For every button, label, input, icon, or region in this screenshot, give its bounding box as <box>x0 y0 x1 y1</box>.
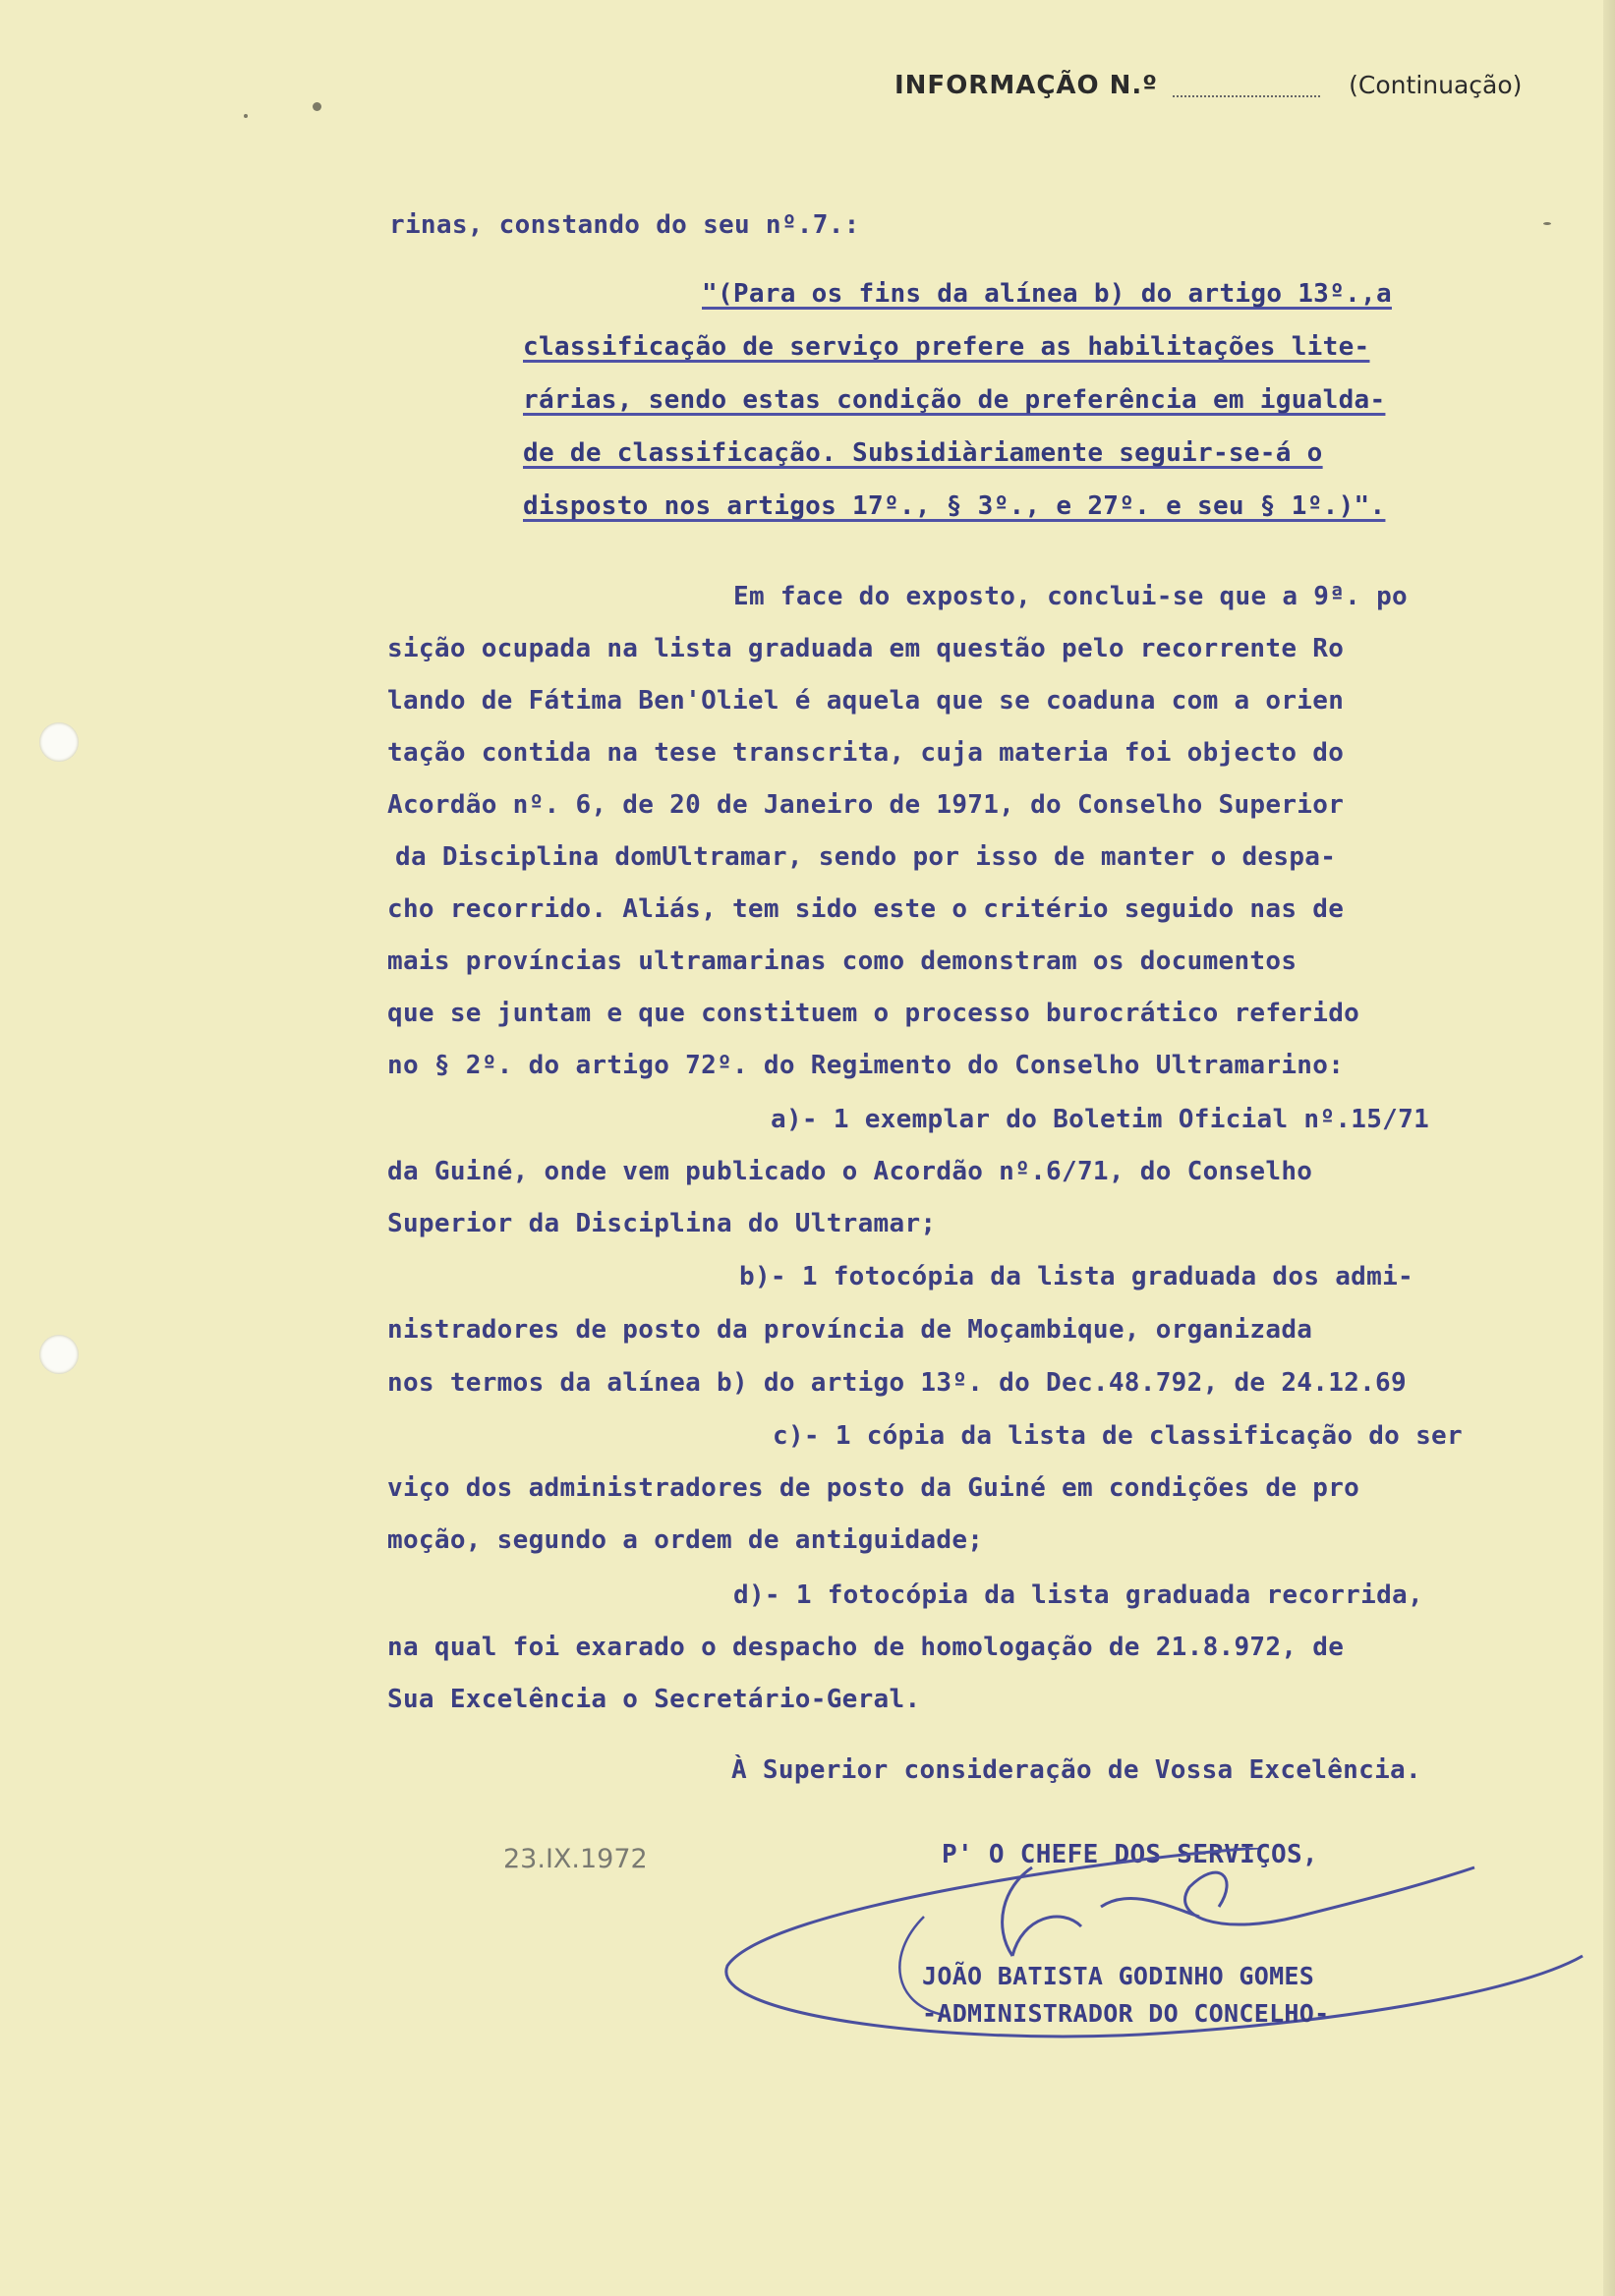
quote-line: "(Para os fins da alínea b) do artigo 13º.,a <box>702 279 1392 309</box>
form-title: INFORMAÇÃO N.º <box>894 71 1158 100</box>
paper-mark <box>244 114 248 118</box>
paragraph-line: Em face do exposto, conclui-se que a 9ª. po <box>733 582 1408 611</box>
item-a-line: a)- 1 exemplar do Boletim Oficial nº.15/71 <box>771 1105 1430 1134</box>
item-b-line: nistradores de posto da província de Moçambique, organizada <box>387 1315 1313 1345</box>
item-b-line: b)- 1 fotocópia da lista graduada dos admi- <box>739 1262 1413 1292</box>
form-header <box>894 71 1522 100</box>
paragraph-line: tação contida na tese transcrita, cuja materia foi objecto do <box>387 738 1345 768</box>
quote-line: rárias, sendo estas condição de preferência em igualda- <box>523 385 1386 415</box>
paragraph-line: Acordão nº. 6, de 20 de Janeiro de 1971, do Conselho Superior <box>387 790 1345 820</box>
item-d-line: Sua Excelência o Secretário-Geral. <box>387 1685 921 1714</box>
item-b-line: nos termos da alínea b) do artigo 13º. do Dec.48.792, de 24.12.69 <box>387 1368 1407 1398</box>
for-chief-line: P' O CHEFE DOS SERVIÇOS, <box>942 1840 1318 1869</box>
page-edge <box>1603 0 1615 2296</box>
continuation-label: (Continuação) <box>1349 71 1523 99</box>
paragraph-line: da Disciplina domUltramar, sendo por isso de manter o despa- <box>395 842 1337 872</box>
paragraph-line: cho recorrido. Aliás, tem sido este o critério seguido nas de <box>387 894 1345 924</box>
quote-line: classificação de serviço prefere as habilitações lite- <box>523 332 1370 362</box>
paper-mark <box>1543 222 1551 225</box>
closing-line: À Superior consideração de Vossa Excelência. <box>731 1755 1421 1785</box>
paper-mark <box>313 102 321 111</box>
item-c-line: viço dos administradores de posto da Guiné em condições de pro <box>387 1473 1360 1503</box>
punch-hole-bottom <box>39 1335 79 1374</box>
item-a-line: Superior da Disciplina do Ultramar; <box>387 1209 937 1238</box>
item-d-line: na qual foi exarado o despacho de homologação de 21.8.972, de <box>387 1633 1345 1662</box>
date-stamp: 23.IX.1972 <box>503 1844 648 1874</box>
paragraph-line: que se juntam e que constituem o processo burocrático referido <box>387 999 1360 1028</box>
paragraph-line: mais províncias ultramarinas como demonstram os documentos <box>387 947 1298 976</box>
paragraph-line: no § 2º. do artigo 72º. do Regimento do Conselho Ultramarino: <box>387 1051 1345 1080</box>
signatory-role: -ADMINISTRADOR DO CONCELHO- <box>922 1999 1330 2028</box>
punch-hole-top <box>39 722 79 762</box>
number-blank <box>1173 95 1320 97</box>
item-d-line: d)- 1 fotocópia da lista graduada recorrida, <box>733 1580 1423 1610</box>
paragraph-line: lando de Fátima Ben'Oliel é aquela que se coaduna com a orien <box>387 686 1345 716</box>
item-c-line: moção, segundo a ordem de antiguidade; <box>387 1525 984 1555</box>
intro-line: rinas, constando do seu nº.7.: <box>389 210 860 240</box>
item-a-line: da Guiné, onde vem publicado o Acordão nº.6/71, do Conselho <box>387 1157 1313 1186</box>
signatory-name: JOÃO BATISTA GODINHO GOMES <box>922 1962 1315 1990</box>
quote-line: de de classificação. Subsidiàriamente seguir-se-á o <box>523 438 1323 468</box>
quote-line: disposto nos artigos 17º., § 3º., e 27º. e seu § 1º.)". <box>523 491 1386 521</box>
item-c-line: c)- 1 cópia da lista de classificação do ser <box>773 1421 1463 1451</box>
paragraph-line: sição ocupada na lista graduada em questão pelo recorrente Ro <box>387 634 1345 663</box>
